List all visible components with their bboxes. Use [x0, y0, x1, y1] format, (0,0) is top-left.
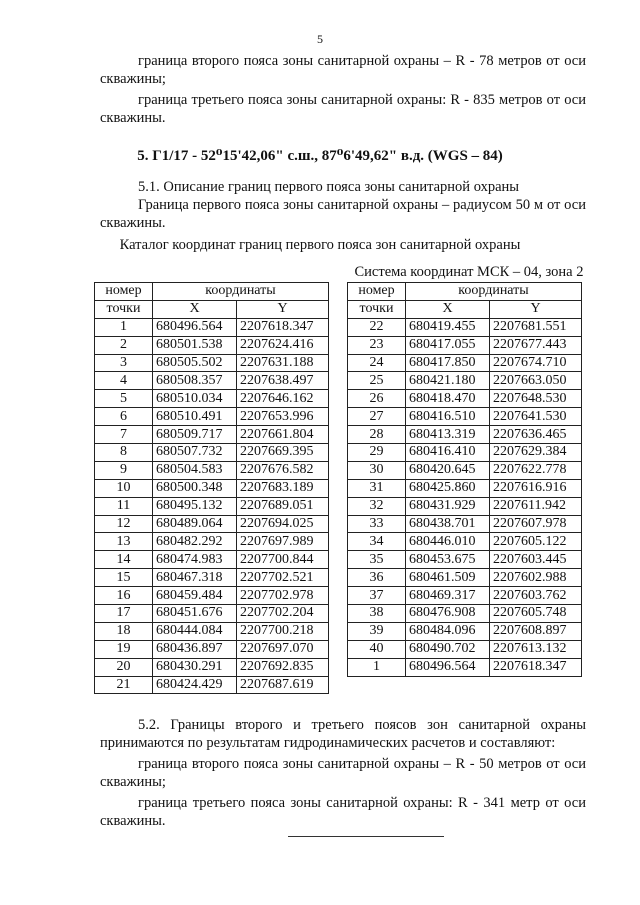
- table-row: [95, 390, 329, 408]
- table-row: [95, 497, 329, 515]
- x-value: 680474.983: [153, 551, 237, 569]
- table-row: [95, 336, 329, 354]
- y-value: 2207677.443: [490, 336, 582, 354]
- x-value: 680416.510: [406, 408, 490, 426]
- header-coordinates: координаты: [406, 283, 582, 301]
- y-value: 2207661.804: [237, 426, 329, 444]
- table-row: [348, 515, 582, 533]
- point-number: 1: [348, 658, 406, 676]
- y-value: 2207603.762: [490, 587, 582, 605]
- coordinates-table-left: [94, 282, 329, 694]
- point-number: 36: [348, 569, 406, 587]
- x-value: 680453.675: [406, 551, 490, 569]
- x-value: 680418.470: [406, 390, 490, 408]
- y-value: 2207697.070: [237, 640, 329, 658]
- table-row: [95, 461, 329, 479]
- x-value: 680444.084: [153, 622, 237, 640]
- x-value: 680436.897: [153, 640, 237, 658]
- y-value: 2207700.844: [237, 551, 329, 569]
- y-value: 2207622.778: [490, 461, 582, 479]
- x-value: 680495.132: [153, 497, 237, 515]
- table-row: [348, 533, 582, 551]
- header-coordinates: координаты: [153, 283, 329, 301]
- y-value: 2207636.465: [490, 426, 582, 444]
- table-row: [95, 372, 329, 390]
- point-number: 27: [348, 408, 406, 426]
- y-value: 2207608.897: [490, 622, 582, 640]
- table-row: [95, 354, 329, 372]
- point-number: 40: [348, 640, 406, 658]
- subsection-5-2-paragraph: 5.2. Границы второго и третьего поясов зон санитарной охраны принимаются по результатам гидродинамических расчетов и составляют:: [100, 717, 586, 751]
- y-value: 2207702.204: [237, 605, 329, 623]
- point-number: 30: [348, 461, 406, 479]
- y-value: 2207676.582: [237, 461, 329, 479]
- point-number: 5: [95, 390, 153, 408]
- x-value: 680504.583: [153, 461, 237, 479]
- table-row: [95, 479, 329, 497]
- point-number: 16: [95, 587, 153, 605]
- table-row: [348, 390, 582, 408]
- x-value: 680417.055: [406, 336, 490, 354]
- point-number: 20: [95, 658, 153, 676]
- y-value: 2207611.942: [490, 497, 582, 515]
- x-value: 680510.491: [153, 408, 237, 426]
- x-value: 680417.850: [406, 354, 490, 372]
- table-row: [95, 658, 329, 676]
- y-value: 2207631.188: [237, 354, 329, 372]
- second-belt-result: граница второго пояса зоны санитарной охраны – R - 50 метров от оси скважины;: [100, 756, 586, 790]
- table-row: [348, 551, 582, 569]
- point-number: 19: [95, 640, 153, 658]
- y-value: 2207692.835: [237, 658, 329, 676]
- point-number: 39: [348, 622, 406, 640]
- x-value: 680482.292: [153, 533, 237, 551]
- first-belt-description: Граница первого пояса зоны санитарной охраны – радиусом 50 м от оси скважины.: [100, 197, 586, 231]
- y-value: 2207602.988: [490, 569, 582, 587]
- table-row: [348, 622, 582, 640]
- table-row: [95, 408, 329, 426]
- x-value: 680484.096: [406, 622, 490, 640]
- x-value: 680508.357: [153, 372, 237, 390]
- table-row: [348, 569, 582, 587]
- x-value: 680451.676: [153, 605, 237, 623]
- y-value: 2207683.189: [237, 479, 329, 497]
- table-row: [95, 569, 329, 587]
- x-value: 680500.348: [153, 479, 237, 497]
- x-value: 680461.509: [406, 569, 490, 587]
- point-number: 32: [348, 497, 406, 515]
- x-value: 680507.732: [153, 444, 237, 462]
- x-value: 680431.929: [406, 497, 490, 515]
- x-value: 680467.318: [153, 569, 237, 587]
- y-value: 2207700.218: [237, 622, 329, 640]
- table-row: [348, 479, 582, 497]
- table-row: [348, 426, 582, 444]
- second-belt-paragraph: граница второго пояса зоны санитарной охраны – R - 78 метров от оси скважины;: [100, 53, 586, 87]
- y-value: 2207629.384: [490, 444, 582, 462]
- table-row: [95, 515, 329, 533]
- point-number: 10: [95, 479, 153, 497]
- table-row: [348, 461, 582, 479]
- header-y: Y: [237, 300, 329, 318]
- coordinates-table-right: [347, 282, 582, 677]
- point-number: 21: [95, 676, 153, 694]
- x-value: 680421.180: [406, 372, 490, 390]
- point-number: 24: [348, 354, 406, 372]
- point-number: 4: [95, 372, 153, 390]
- y-value: 2207653.996: [237, 408, 329, 426]
- point-number: 1: [95, 318, 153, 336]
- table-row: [348, 318, 582, 336]
- y-value: 2207618.347: [237, 318, 329, 336]
- y-value: 2207669.395: [237, 444, 329, 462]
- table-row: [95, 426, 329, 444]
- y-value: 2207689.051: [237, 497, 329, 515]
- header-point: точки: [95, 300, 153, 318]
- table-row: [348, 497, 582, 515]
- table-row: [348, 587, 582, 605]
- y-value: 2207638.497: [237, 372, 329, 390]
- point-number: 28: [348, 426, 406, 444]
- x-value: 680446.010: [406, 533, 490, 551]
- x-value: 680413.319: [406, 426, 490, 444]
- x-value: 680424.429: [153, 676, 237, 694]
- x-value: 680459.484: [153, 587, 237, 605]
- third-belt-paragraph: граница третьего пояса зоны санитарной охраны: R - 835 метров от оси скважины.: [100, 92, 586, 126]
- x-value: 680469.317: [406, 587, 490, 605]
- table-row: [95, 605, 329, 623]
- point-number: 8: [95, 444, 153, 462]
- third-belt-result: граница третьего пояса зоны санитарной охраны: R - 341 метр от оси скважины.: [100, 795, 586, 829]
- point-number: 15: [95, 569, 153, 587]
- coordinate-system-title: Система координат МСК – 04, зона 2: [354, 264, 584, 280]
- point-number: 7: [95, 426, 153, 444]
- point-number: 13: [95, 533, 153, 551]
- y-value: 2207618.347: [490, 658, 582, 676]
- point-number: 3: [95, 354, 153, 372]
- y-value: 2207663.050: [490, 372, 582, 390]
- section-heading: 5. Г1/17 - 52⁰15'42,06" с.ш., 87⁰6'49,62" в.д. (WGS – 84): [137, 148, 503, 164]
- point-number: 2: [95, 336, 153, 354]
- x-value: 680505.502: [153, 354, 237, 372]
- closing-rule: [288, 836, 444, 837]
- x-value: 680430.291: [153, 658, 237, 676]
- table-row: [95, 622, 329, 640]
- table-row: [348, 640, 582, 658]
- point-number: 34: [348, 533, 406, 551]
- x-value: 680490.702: [406, 640, 490, 658]
- table-row: [348, 605, 582, 623]
- point-number: 31: [348, 479, 406, 497]
- header-x: X: [153, 300, 237, 318]
- table-row: [348, 658, 582, 676]
- y-value: 2207697.989: [237, 533, 329, 551]
- point-number: 12: [95, 515, 153, 533]
- x-value: 680509.717: [153, 426, 237, 444]
- point-number: 22: [348, 318, 406, 336]
- y-value: 2207603.445: [490, 551, 582, 569]
- y-value: 2207641.530: [490, 408, 582, 426]
- y-value: 2207674.710: [490, 354, 582, 372]
- point-number: 38: [348, 605, 406, 623]
- y-value: 2207694.025: [237, 515, 329, 533]
- y-value: 2207681.551: [490, 318, 582, 336]
- catalog-title: Каталог координат границ первого пояса зон санитарной охраны: [119, 237, 521, 253]
- y-value: 2207605.748: [490, 605, 582, 623]
- point-number: 17: [95, 605, 153, 623]
- table-row: [348, 336, 582, 354]
- page-number: 5: [317, 32, 323, 46]
- y-value: 2207648.530: [490, 390, 582, 408]
- x-value: 680416.410: [406, 444, 490, 462]
- x-value: 680501.538: [153, 336, 237, 354]
- table-row: [95, 587, 329, 605]
- point-number: 37: [348, 587, 406, 605]
- y-value: 2207702.978: [237, 587, 329, 605]
- table-row: [95, 676, 329, 694]
- table-row: [95, 551, 329, 569]
- y-value: 2207605.122: [490, 533, 582, 551]
- x-value: 680476.908: [406, 605, 490, 623]
- point-number: 26: [348, 390, 406, 408]
- table-row: [348, 408, 582, 426]
- x-value: 680425.860: [406, 479, 490, 497]
- y-value: 2207702.521: [237, 569, 329, 587]
- point-number: 18: [95, 622, 153, 640]
- point-number: 33: [348, 515, 406, 533]
- y-value: 2207624.416: [237, 336, 329, 354]
- point-number: 14: [95, 551, 153, 569]
- y-value: 2207607.978: [490, 515, 582, 533]
- table-row: [95, 533, 329, 551]
- x-value: 680438.701: [406, 515, 490, 533]
- point-number: 25: [348, 372, 406, 390]
- header-y: Y: [490, 300, 582, 318]
- header-number: номер: [348, 283, 406, 301]
- point-number: 9: [95, 461, 153, 479]
- point-number: 6: [95, 408, 153, 426]
- point-number: 35: [348, 551, 406, 569]
- table-row: [95, 444, 329, 462]
- point-number: 23: [348, 336, 406, 354]
- x-value: 680419.455: [406, 318, 490, 336]
- x-value: 680420.645: [406, 461, 490, 479]
- table-row: [95, 318, 329, 336]
- header-x: X: [406, 300, 490, 318]
- subsection-title: 5.1. Описание границ первого пояса зоны санитарной охраны: [138, 179, 520, 195]
- table-row: [348, 372, 582, 390]
- y-value: 2207613.132: [490, 640, 582, 658]
- x-value: 680496.564: [153, 318, 237, 336]
- y-value: 2207616.916: [490, 479, 582, 497]
- table-row: [348, 354, 582, 372]
- point-number: 29: [348, 444, 406, 462]
- header-point: точки: [348, 300, 406, 318]
- table-row: [95, 640, 329, 658]
- table-row: [348, 444, 582, 462]
- point-number: 11: [95, 497, 153, 515]
- y-value: 2207646.162: [237, 390, 329, 408]
- header-number: номер: [95, 283, 153, 301]
- x-value: 680496.564: [406, 658, 490, 676]
- x-value: 680489.064: [153, 515, 237, 533]
- y-value: 2207687.619: [237, 676, 329, 694]
- x-value: 680510.034: [153, 390, 237, 408]
